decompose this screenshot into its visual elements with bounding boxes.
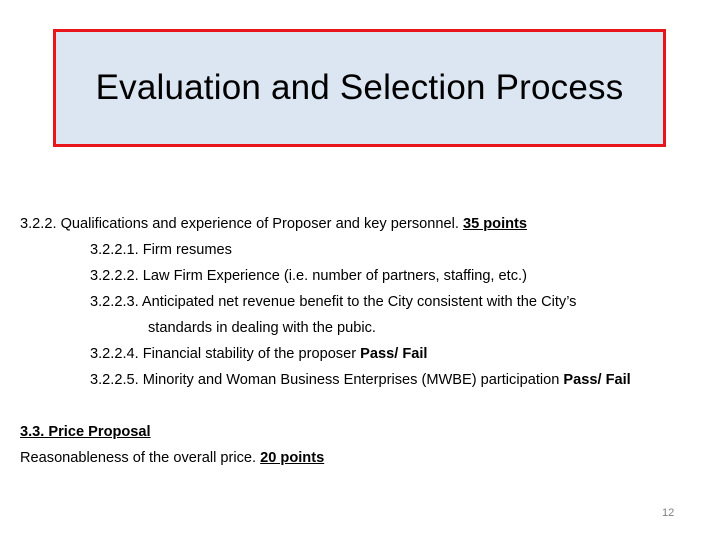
criteria-main [20, 211, 710, 237]
price-proposal-heading: 3.3. Price Proposal [20, 424, 151, 440]
criteria-sub-4-text: 3.2.2.4. Financial stability of the proposer [90, 346, 361, 362]
slide-title: Evaluation and Selection Process [95, 68, 624, 107]
criteria-main-points: 35 points [462, 216, 528, 232]
price-proposal-section [20, 419, 324, 471]
criteria-sub-3-cont: standards in dealing with the pubic. [148, 320, 376, 336]
price-proposal-text: Reasonableness of the overall price. [20, 450, 261, 466]
criteria-sub-1: 3.2.2.1. Firm resumes [90, 242, 232, 258]
price-proposal-line [20, 445, 324, 471]
page-number: 12 [662, 507, 675, 519]
price-proposal-points: 20 points [260, 450, 325, 466]
criteria-sub-5 [20, 367, 710, 393]
criteria-sub-4-status: Pass/ Fail [360, 346, 428, 362]
criteria-sub-2: 3.2.2.2. Law Firm Experience (i.e. number of partners, staffing, etc.) [90, 268, 527, 284]
criteria-sub-3: 3.2.2.3. Anticipated net revenue benefit to the City consistent with the City’s [90, 294, 577, 310]
criteria-sub-4 [20, 341, 710, 367]
title-box [53, 29, 666, 147]
criteria-main-text: 3.2.2. Qualifications and experience of Proposer and key personnel. [20, 216, 463, 232]
criteria-list [20, 211, 710, 393]
criteria-sub-5-text: 3.2.2.5. Minority and Woman Business Enterprises (MWBE) participation [90, 372, 564, 388]
criteria-sub-5-status: Pass/ Fail [563, 372, 631, 388]
